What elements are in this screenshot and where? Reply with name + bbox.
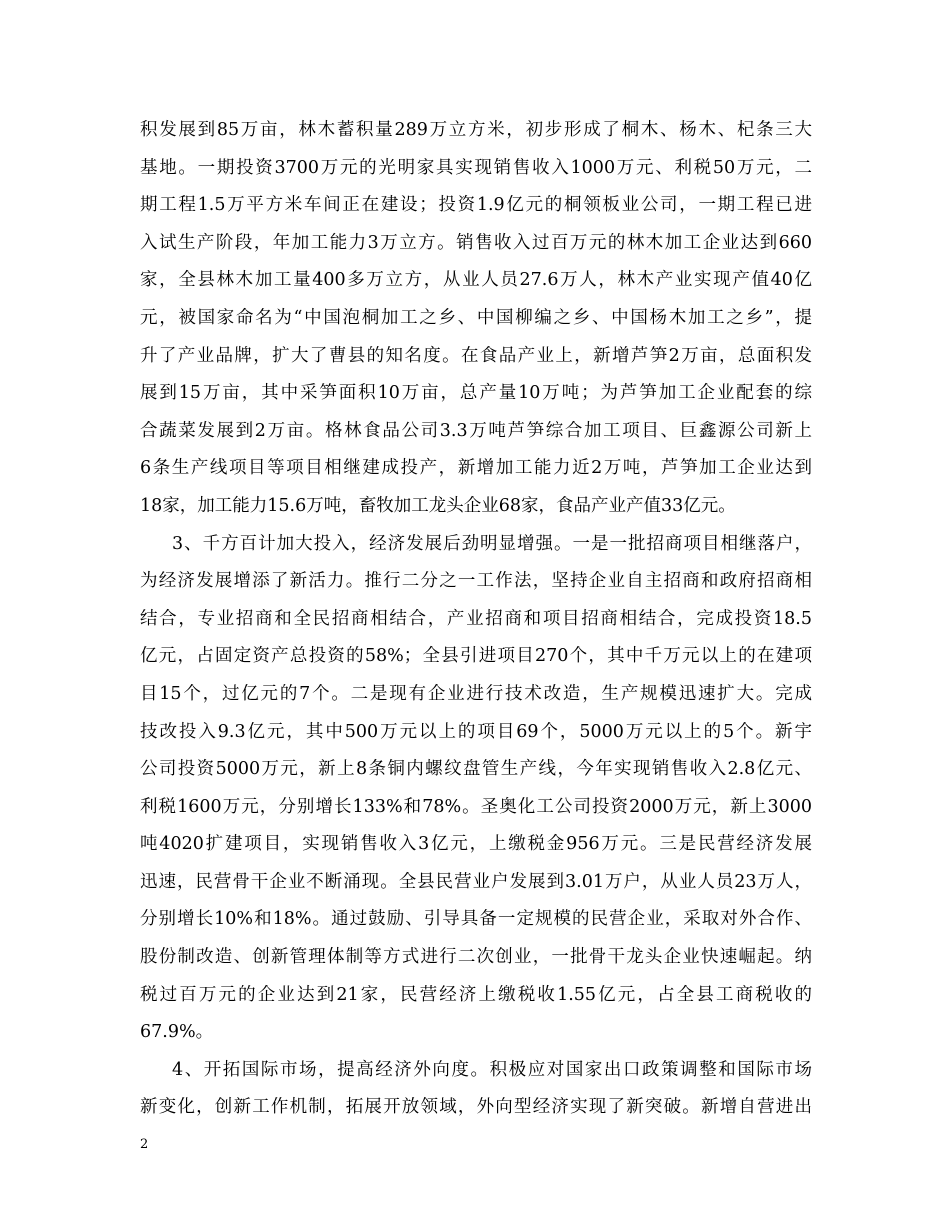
page-number: 2 (140, 1137, 149, 1152)
text-line: 家，全县林木加工量400多万立方，从业人员27.6万人，林木产业实现产值40亿 (140, 270, 812, 291)
text-line: 股份制改造、创新管理体制等方式进行二次创业，一批骨干龙头企业快速崛起。纳 (140, 947, 812, 968)
text-line: 税过百万元的企业达到21家，民营经济上缴税收1.55亿元，占全县工商税收的 (140, 984, 812, 1005)
text-line: 入试生产阶段，年加工能力3万立方。销售收入过百万元的林木加工企业达到660 (140, 232, 812, 253)
text-line: 结合，专业招商和全民招商相结合，产业招商和项目招商相结合，完成投资18.5 (140, 608, 812, 629)
text-line: 新变化，创新工作机制，拓展开放领域，外向型经济实现了新突破。新增自营进出 (140, 1097, 812, 1118)
text-line: 合蔬菜发展到2万亩。格林食品公司3.3万吨芦笋综合加工项目、巨鑫源公司新上 (140, 420, 812, 441)
text-line: 展到15万亩，其中采笋面积10万亩，总产量10万吨；为芦笋加工企业配套的综 (140, 383, 812, 404)
text-line: 分别增长10%和18%。通过鼓励、引导具备一定规模的民营企业，采取对外合作、 (140, 909, 812, 930)
text-line: 4、开拓国际市场，提高经济外向度。积极应对国家出口政策调整和国际市场 (172, 1059, 812, 1080)
text-line: 18家，加工能力15.6万吨，畜牧加工龙头企业68家，食品产业产值33亿元。 (140, 495, 736, 516)
text-line: 技改投入9.3亿元，其中500万元以上的项目69个，5000万元以上的5个。新宇 (140, 721, 812, 742)
text-line: 利税1600万元，分别增长133%和78%。圣奥化工公司投资2000万元，新上3000 (140, 796, 812, 817)
text-line: 升了产业品牌，扩大了曹县的知名度。在食品产业上，新增芦笋2万亩，总面积发 (140, 345, 812, 366)
text-line: 67.9%。 (140, 1022, 214, 1043)
text-line: 基地。一期投资3700万元的光明家具实现销售收入1000万元、利税50万元，二 (140, 157, 812, 178)
text-line: 目15个，过亿元的7个。二是现有企业进行技术改造，生产规模迅速扩大。完成 (140, 683, 812, 704)
text-line: 为经济发展增添了新活力。推行二分之一工作法，坚持企业自主招商和政府招商相 (140, 571, 812, 592)
text-line: 期工程1.5万平方米车间正在建设；投资1.9亿元的桐领板业公司，一期工程已进 (140, 195, 812, 216)
text-line: 元，被国家命名为“中国泡桐加工之乡、中国柳编之乡、中国杨木加工之乡”，提 (140, 307, 812, 328)
text-line: 6条生产线项目等项目相继建成投产，新增加工能力近2万吨，芦笋加工企业达到 (140, 458, 812, 479)
text-line: 吨4020扩建项目，实现销售收入3亿元，上缴税金956万元。三是民营经济发展 (140, 834, 812, 855)
text-line: 3、千方百计加大投入，经济发展后劲明显增强。一是一批招商项目相继落户， (172, 533, 812, 554)
body-text (140, 112, 812, 1127)
text-line: 积发展到85万亩，林木蓄积量289万立方米，初步形成了桐木、杨木、杞条三大 (140, 120, 812, 140)
text-line: 迅速，民营骨干企业不断涌现。全县民营业户发展到3.01万户，从业人员23万人， (140, 871, 812, 892)
text-line: 公司投资5000万元，新上8条铜内螺纹盘管生产线，今年实现销售收入2.8亿元、 (140, 759, 812, 780)
text-line: 亿元，占固定资产总投资的58%；全县引进项目270个，其中千万元以上的在建项 (140, 646, 812, 667)
